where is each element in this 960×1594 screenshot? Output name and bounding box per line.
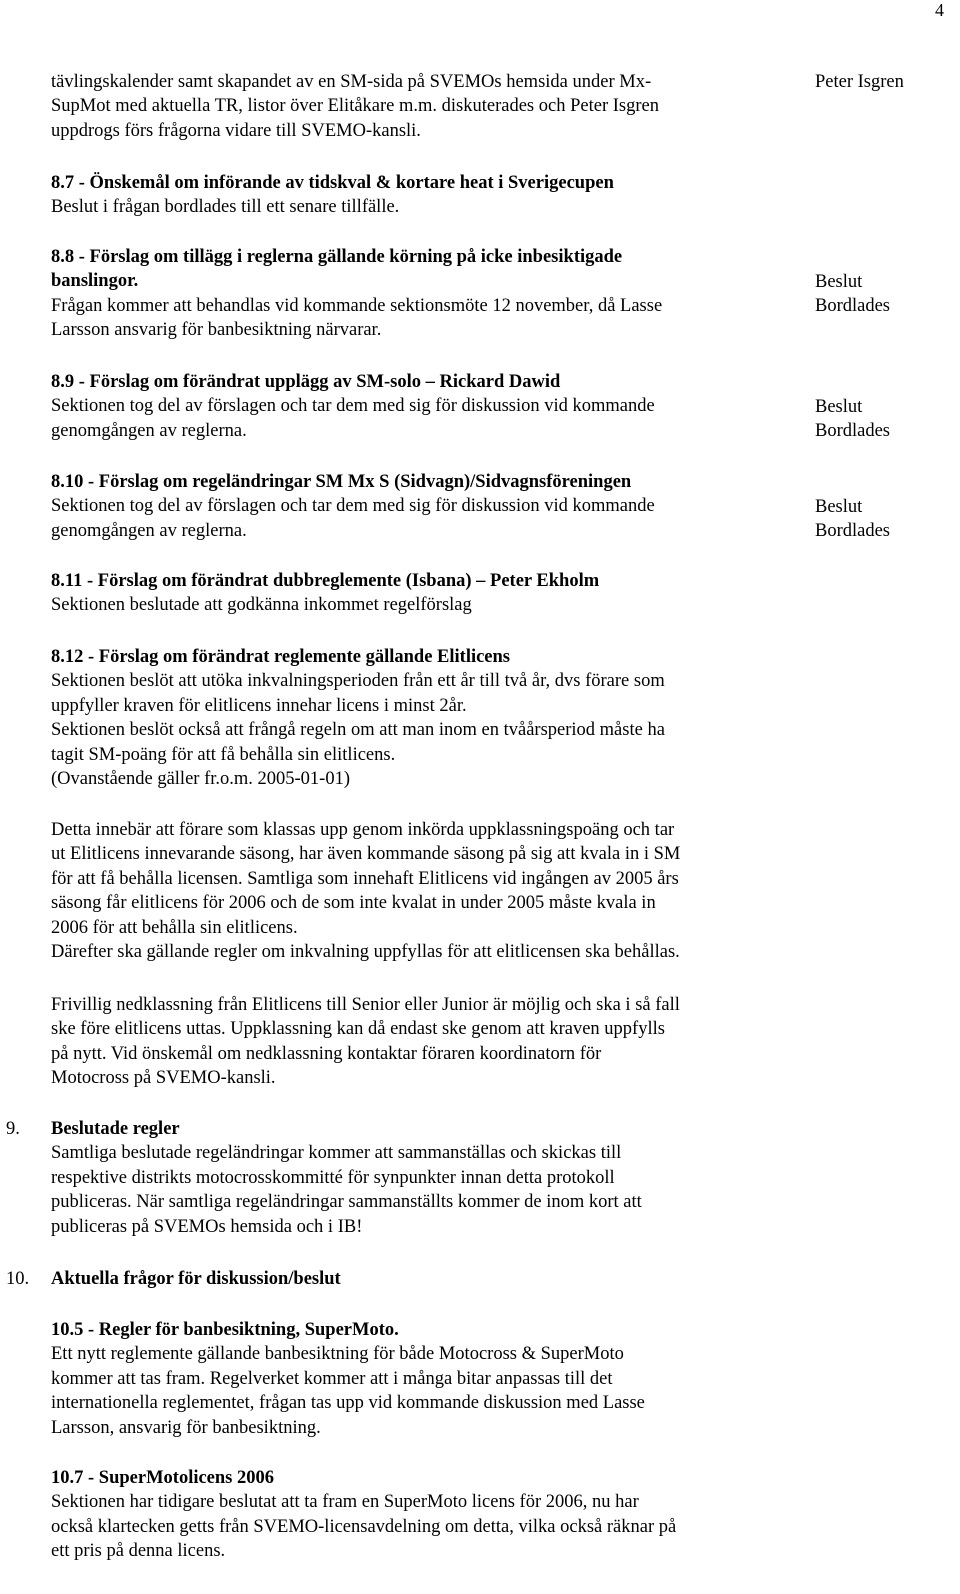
- section-heading: 8.12 - Förslag om förändrat reglemente gällande Elitlicens: [51, 647, 511, 667]
- section-heading: Aktuella frågor för diskussion/beslut: [51, 1269, 341, 1289]
- decision-label: Beslut: [815, 397, 863, 417]
- section-body: Larsson ansvarig för banbesiktning närvarar.: [51, 320, 382, 341]
- section-9: [51, 1117, 791, 1239]
- elitlicens-paragraph-3: [51, 993, 791, 1091]
- section-body: genomgången av reglerna.: [51, 520, 247, 541]
- decision-status: Bordlades: [815, 521, 891, 542]
- section-heading: Beslutade regler: [51, 1119, 180, 1139]
- text-line: publiceras. När samtliga regeländringar sammanställts kommer de inom kort att: [51, 1192, 642, 1213]
- text-line: uppdrogs förs frågorna vidare till SVEMO-kansli.: [51, 120, 421, 141]
- section-8-11: [51, 569, 791, 618]
- text-line: Samtliga beslutade regeländringar kommer att sammanställas och skickas till: [51, 1143, 622, 1164]
- section-body: Sektionen tog del av förslagen och tar dem med sig för diskussion vid kommande: [51, 396, 655, 417]
- section-8-10: [51, 470, 791, 543]
- text-line: kommer att tas fram. Regelverket kommer att i många bitar anpassas till det: [51, 1368, 613, 1389]
- section-heading: 8.7 - Önskemål om införande av tidskval & kortare heat i Sverigecupen: [51, 173, 614, 193]
- text-line: internationella reglementet, frågan tas upp vid kommande diskussion med Lasse: [51, 1393, 645, 1414]
- section-heading: 8.8 - Förslag om tillägg i reglerna gällande körning på icke inbesiktigade: [51, 247, 623, 267]
- section-9-number: 9.: [6, 1119, 20, 1139]
- decision-status: Bordlades: [815, 296, 891, 317]
- text-line: ske före elitlicens uttas. Uppklassning kan då endast ske genom att kraven uppfylls: [51, 1019, 665, 1040]
- text-line: tagit SM-poäng för att få behålla sin elitlicens.: [51, 744, 396, 765]
- section-body: genomgången av reglerna.: [51, 420, 247, 441]
- text-line: säsong får elitlicens för 2006 och de som inte kvalat in under 2005 måste kvala in: [51, 893, 656, 914]
- text-line: ett pris på denna licens.: [51, 1541, 226, 1562]
- intro-responsible: Peter Isgren: [815, 72, 904, 92]
- heading-text: 8.11 - Förslag om förändrat dubbreglemente (Isbana): [51, 571, 472, 591]
- heading-text: 8.9 - Förslag om förändrat upplägg av SM-solo: [51, 372, 421, 392]
- page-number: 4: [935, 0, 944, 20]
- text-line: Motocross på SVEMO-kansli.: [51, 1068, 276, 1089]
- section-8-7: [51, 171, 791, 220]
- section-body: Frågan kommer att behandlas vid kommande sektionsmöte 12 november, då Lasse: [51, 295, 663, 316]
- text-line: uppfyller kraven för elitlicens innehar licens i minst 2år.: [51, 695, 467, 716]
- text-line: Ett nytt reglemente gällande banbesiktning för både Motocross & SuperMoto: [51, 1344, 624, 1365]
- section-heading: 10.7 - SuperMotolicens 2006: [51, 1468, 275, 1488]
- text-line: Sektionen beslöt också att frångå regeln om att man inom en tvåårsperiod måste ha: [51, 720, 665, 741]
- section-body: Sektionen beslutade att godkänna inkommet regelförslag: [51, 595, 472, 616]
- section-heading: banslingor.: [51, 271, 139, 292]
- text-line: Sektionen har tidigare beslutat att ta fram en SuperMoto licens för 2006, nu har: [51, 1492, 639, 1513]
- section-8-12: [51, 645, 791, 791]
- section-10-7: [51, 1466, 791, 1564]
- text-line: Larsson, ansvarig för banbesiktning.: [51, 1417, 321, 1438]
- elitlicens-paragraph-2: [51, 818, 791, 964]
- text-line: SupMot med aktuella TR, listor över Elitåkare m.m. diskuterades och Peter Isgren: [51, 96, 659, 117]
- text-line: Frivillig nedklassning från Elitlicens till Senior eller Junior är möjlig och ska i så fall: [51, 995, 680, 1015]
- section-8-9-decision: [815, 395, 955, 444]
- intro-paragraph: [51, 70, 791, 143]
- section-8-8-decision: [815, 270, 955, 319]
- section-body: Sektionen tog del av förslagen och tar dem med sig för diskussion vid kommande: [51, 496, 655, 517]
- section-body: Beslut i frågan bordlades till ett senare tillfälle.: [51, 197, 400, 218]
- section-heading: 8.11 - Förslag om förändrat dubbreglemente (Isbana) – Peter Ekholm: [51, 571, 600, 591]
- decision-label: Beslut: [815, 272, 863, 292]
- text-line: Därefter ska gällande regler om inkvalning uppfyllas för att elitlicensen ska behållas.: [51, 942, 680, 963]
- section-8-9: [51, 370, 791, 443]
- text-line: (Ovanstående gäller fr.o.m. 2005-01-01): [51, 769, 350, 790]
- text-line: på nytt. Vid önskemål om nedklassning kontaktar föraren koordinatorn för: [51, 1043, 602, 1064]
- section-10: [51, 1267, 791, 1291]
- decision-status: Bordlades: [815, 421, 891, 442]
- text-line: publiceras på SVEMOs hemsida och i IB!: [51, 1216, 363, 1237]
- text-line: också klartecken getts från SVEMO-licensavdelning om detta, vilka också räknar på: [51, 1516, 677, 1537]
- section-10-number: 10.: [6, 1269, 30, 1289]
- section-heading: 8.10 - Förslag om regeländringar SM Mx S (Sidvagn)/Sidvagnsföreningen: [51, 472, 632, 492]
- section-8-8: [51, 245, 791, 343]
- section-heading: 8.9 - Förslag om förändrat upplägg av SM-solo – Rickard Dawid: [51, 372, 561, 392]
- text-line: för att få behålla licensen. Samtliga som innehaft Elitlicens vid ingången av 2005 års: [51, 868, 679, 889]
- section-heading: 10.5 - Regler för banbesiktning, SuperMoto.: [51, 1320, 399, 1340]
- heading-person: Rickard Dawid: [439, 372, 561, 392]
- decision-label: Beslut: [815, 497, 863, 517]
- text-line: ut Elitlicens innevarande säsong, har även kommande säsong på sig att kvala in i SM: [51, 844, 681, 865]
- section-10-5: [51, 1318, 791, 1440]
- text-line: 2006 för att behålla sin elitlicens.: [51, 917, 298, 938]
- text-line: Sektionen beslöt att utöka inkvalningsperioden från ett år till två år, dvs förare som: [51, 671, 665, 692]
- text-line: respektive distrikts motocrosskommitté för synpunkter innan detta protokoll: [51, 1167, 615, 1188]
- heading-person: Peter Ekholm: [490, 571, 600, 591]
- text-line: tävlingskalender samt skapandet av en SM-sida på SVEMOs hemsida under Mx-: [51, 72, 652, 92]
- section-8-10-decision: [815, 495, 955, 544]
- text-line: Detta innebär att förare som klassas upp genom inkörda uppklassningspoäng och tar: [51, 820, 675, 840]
